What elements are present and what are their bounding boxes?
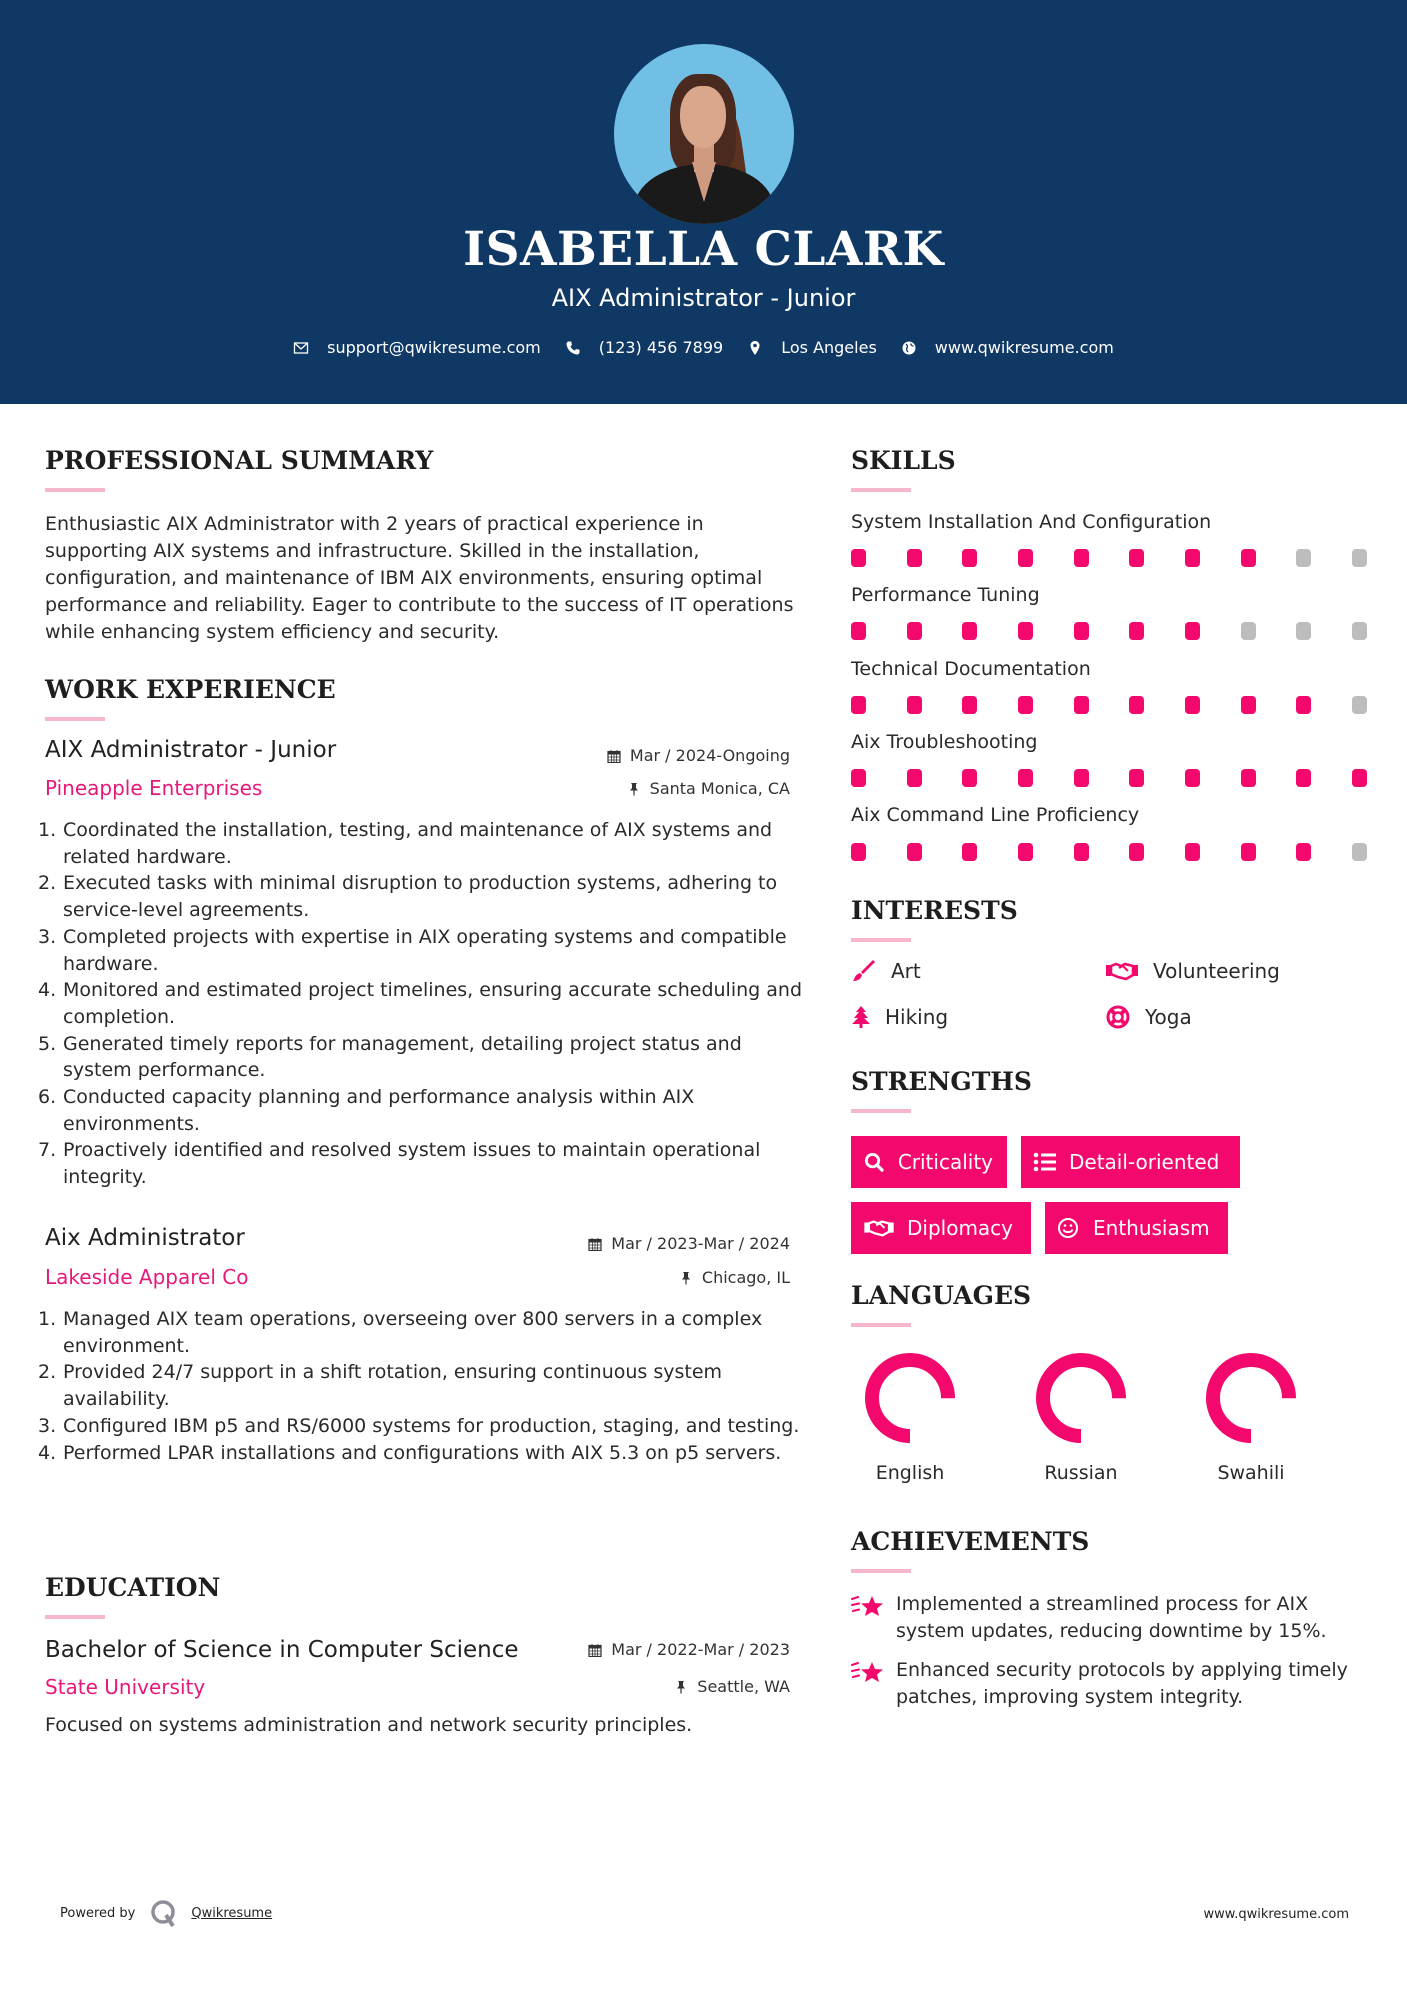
skill-label: Aix Command Line Proficiency xyxy=(851,804,1140,826)
achievement-item xyxy=(851,1657,1371,1710)
job-duties-list xyxy=(38,1306,805,1466)
rating-dot-empty xyxy=(1352,549,1367,567)
rating-dot-filled xyxy=(1241,843,1256,861)
summary-text: Enthusiastic AIX Administrator with 2 years of practical experience in supporting AIX systems and infrastructure. Skilled in the installation, configuration, and maintenance of IBM AIX environments, ensuring optimal performance and reliability. Eager to contribute to the success of IT operations while enhancing system efficiency and security. xyxy=(45,513,794,643)
duty-item: 1. Managed AIX team operations, overseeing over 800 servers in a complex environment. xyxy=(38,1308,763,1357)
interests-heading: INTERESTS xyxy=(851,896,1018,925)
rating-dot-empty xyxy=(1296,549,1311,567)
skill-rating xyxy=(851,696,1367,714)
pushpin-icon xyxy=(674,1680,688,1694)
achievement-text: Enhanced security protocols by applying timely patches, improving system integrity. xyxy=(896,1659,1348,1708)
website-text: www.qwikresume.com xyxy=(934,338,1114,357)
profile-photo xyxy=(614,44,794,224)
candidate-name: ISABELLA CLARK xyxy=(463,222,944,277)
languages-heading: LANGUAGES xyxy=(851,1281,1032,1310)
education-dates xyxy=(588,1640,790,1659)
language-item xyxy=(1031,1352,1131,1484)
rating-dot-filled xyxy=(1129,622,1144,640)
interest-label: Yoga xyxy=(1145,1005,1192,1029)
strength-criticality xyxy=(851,1136,1007,1188)
map-pin-icon xyxy=(747,340,763,356)
calendar-icon xyxy=(588,1643,602,1657)
skill-label: Aix Troubleshooting xyxy=(851,731,1038,753)
duty-item: 1. Coordinated the installation, testing, and maintenance of AIX systems and related hardware. xyxy=(38,819,773,868)
skill-rating xyxy=(851,622,1367,640)
contact-location xyxy=(747,338,877,357)
rating-dot-filled xyxy=(962,549,977,567)
email-text: support@qwikresume.com xyxy=(327,338,541,357)
resume-header xyxy=(0,0,1407,404)
education-location-text: Seattle, WA xyxy=(697,1677,790,1696)
skill-label: Performance Tuning xyxy=(851,584,1040,606)
strengths-heading: STRENGTHS xyxy=(851,1067,1032,1096)
skill-label: System Installation And Configuration xyxy=(851,511,1212,533)
skill-label: Technical Documentation xyxy=(851,658,1091,680)
candidate-title: AIX Administrator - Junior xyxy=(551,284,856,312)
language-name: Swahili xyxy=(1217,1462,1285,1484)
handshake-icon xyxy=(1105,959,1139,983)
job-location-text: Santa Monica, CA xyxy=(649,779,790,798)
language-progress-ring xyxy=(1035,1352,1127,1444)
achievements-heading: ACHIEVEMENTS xyxy=(851,1527,1090,1556)
list-icon xyxy=(1033,1151,1057,1173)
rating-dot-filled xyxy=(851,549,866,567)
footer-powered-by xyxy=(60,1898,272,1928)
rating-dot-filled xyxy=(1129,549,1144,567)
rating-dot-filled xyxy=(1185,769,1200,787)
rating-dot-filled xyxy=(1018,622,1033,640)
skill-rating xyxy=(851,549,1367,567)
rating-dot-filled xyxy=(1129,769,1144,787)
rating-dot-empty xyxy=(1352,843,1367,861)
rating-dot-filled xyxy=(1185,622,1200,640)
language-name: Russian xyxy=(1044,1462,1118,1484)
interests-underline xyxy=(851,938,911,942)
achievements-underline xyxy=(851,1569,911,1573)
job-title: AIX Administrator - Junior xyxy=(45,737,337,763)
skill-rating xyxy=(851,769,1367,787)
duty-item: 3. Configured IBM p5 and RS/6000 systems for production, staging, and testing. xyxy=(38,1414,800,1437)
rating-dot-filled xyxy=(1074,622,1089,640)
phone-icon xyxy=(565,340,581,356)
education-heading: EDUCATION xyxy=(45,1573,221,1602)
job-duties-list xyxy=(38,817,805,1191)
interest-hiking xyxy=(851,1005,948,1029)
rating-dot-filled xyxy=(962,843,977,861)
summary-heading: PROFESSIONAL SUMMARY xyxy=(45,446,434,475)
contact-website[interactable] xyxy=(901,338,1114,357)
languages-underline xyxy=(851,1323,911,1327)
skills-underline xyxy=(851,488,911,492)
rating-dot-filled xyxy=(1074,696,1089,714)
rating-dot-filled xyxy=(907,843,922,861)
pushpin-icon xyxy=(679,1271,693,1285)
duty-item: 2. Executed tasks with minimal disruption to production systems, adhering to service-level agreements. xyxy=(38,872,778,922)
rating-dot-filled xyxy=(1241,549,1256,567)
footer-website[interactable]: www.qwikresume.com xyxy=(1203,1907,1349,1922)
duty-item: 4. Monitored and estimated project timelines, ensuring accurate scheduling and completion. xyxy=(38,979,803,1028)
interest-volunteering xyxy=(1105,959,1280,983)
search-icon xyxy=(863,1151,886,1173)
education-underline xyxy=(45,1615,105,1619)
school-name: State University xyxy=(45,1675,206,1699)
handshake-icon xyxy=(863,1217,895,1239)
interest-yoga xyxy=(1105,1005,1192,1029)
strength-label: Criticality xyxy=(897,1150,993,1174)
rating-dot-filled xyxy=(1129,843,1144,861)
language-item xyxy=(1201,1352,1301,1484)
job-location-text: Chicago, IL xyxy=(701,1268,790,1287)
skill-rating xyxy=(851,843,1367,861)
skills-heading: SKILLS xyxy=(851,446,956,475)
rating-dot-filled xyxy=(1018,549,1033,567)
education-location xyxy=(674,1677,790,1696)
language-progress-ring xyxy=(864,1352,956,1444)
rating-dot-empty xyxy=(1352,696,1367,714)
rating-dot-filled xyxy=(1018,769,1033,787)
powered-by-text: Powered by xyxy=(60,1905,136,1921)
company-name: Lakeside Apparel Co xyxy=(45,1265,249,1289)
rating-dot-filled xyxy=(1074,769,1089,787)
job-dates xyxy=(607,746,790,765)
qwikresume-logo-icon xyxy=(149,1898,179,1928)
rating-dot-filled xyxy=(1129,696,1144,714)
location-text: Los Angeles xyxy=(781,338,877,357)
interest-art xyxy=(851,959,921,983)
job-title: Aix Administrator xyxy=(45,1225,245,1251)
life-ring-icon xyxy=(1105,1005,1131,1029)
rating-dot-filled xyxy=(1296,843,1311,861)
interest-label: Hiking xyxy=(885,1005,949,1029)
rating-dot-filled xyxy=(1352,769,1367,787)
strength-label: Enthusiasm xyxy=(1093,1216,1210,1240)
rating-dot-filled xyxy=(962,696,977,714)
rating-dot-filled xyxy=(1296,769,1311,787)
contact-email[interactable] xyxy=(293,338,541,357)
contact-phone[interactable] xyxy=(565,338,723,357)
duty-item: 7. Proactively identified and resolved system issues to maintain operational integrity. xyxy=(38,1139,761,1189)
rating-dot-filled xyxy=(1018,696,1033,714)
rating-dot-filled xyxy=(851,769,866,787)
rating-dot-filled xyxy=(1074,549,1089,567)
strength-label: Diplomacy xyxy=(907,1216,1014,1240)
rating-dot-empty xyxy=(1352,622,1367,640)
rating-dot-filled xyxy=(1185,696,1200,714)
rating-dot-filled xyxy=(1185,549,1200,567)
rating-dot-filled xyxy=(1241,696,1256,714)
shooting-star-icon xyxy=(851,1659,885,1687)
company-name: Pineapple Enterprises xyxy=(45,776,263,800)
rating-dot-filled xyxy=(1185,843,1200,861)
duty-item: 2. Provided 24/7 support in a shift rotation, ensuring continuous system availability. xyxy=(38,1361,723,1411)
shooting-star-icon xyxy=(851,1593,885,1621)
rating-dot-filled xyxy=(962,769,977,787)
job-dates-text: Mar / 2023-Mar / 2024 xyxy=(611,1234,790,1253)
strengths-underline xyxy=(851,1109,911,1113)
rating-dot-filled xyxy=(907,549,922,567)
job-location xyxy=(627,779,790,798)
duty-item: 3. Completed projects with expertise in AIX operating systems and compatible hardware. xyxy=(38,925,787,975)
language-name: English xyxy=(875,1462,945,1484)
calendar-icon xyxy=(588,1237,602,1251)
achievement-text: Implemented a streamlined process for AIX system updates, reducing downtime by 15%. xyxy=(896,1593,1327,1642)
achievement-item xyxy=(851,1591,1371,1644)
rating-dot-filled xyxy=(907,769,922,787)
education-description: Focused on systems administration and network security principles. xyxy=(45,1714,693,1736)
envelope-icon xyxy=(293,340,309,356)
degree-title: Bachelor of Science in Computer Science xyxy=(45,1637,519,1663)
experience-underline xyxy=(45,717,105,721)
qwikresume-link[interactable]: Qwikresume xyxy=(191,1905,273,1921)
education-dates-text: Mar / 2022-Mar / 2023 xyxy=(611,1640,790,1659)
strength-diplomacy xyxy=(851,1202,1031,1254)
rating-dot-filled xyxy=(907,622,922,640)
rating-dot-filled xyxy=(1241,769,1256,787)
rating-dot-filled xyxy=(1018,843,1033,861)
smile-icon xyxy=(1057,1217,1081,1239)
strength-label: Detail-oriented xyxy=(1069,1150,1220,1174)
interest-label: Volunteering xyxy=(1153,959,1280,983)
rating-dot-filled xyxy=(1296,696,1311,714)
calendar-icon xyxy=(607,749,621,763)
rating-dot-filled xyxy=(851,843,866,861)
rating-dot-empty xyxy=(1241,622,1256,640)
paintbrush-icon xyxy=(851,959,877,983)
rating-dot-filled xyxy=(907,696,922,714)
summary-underline xyxy=(45,488,105,492)
strength-detail-oriented xyxy=(1021,1136,1240,1188)
globe-icon xyxy=(901,340,917,356)
contact-row xyxy=(0,338,1407,357)
phone-text: (123) 456 7899 xyxy=(598,338,724,357)
experience-heading: WORK EXPERIENCE xyxy=(45,675,336,704)
language-item xyxy=(860,1352,960,1484)
rating-dot-filled xyxy=(962,622,977,640)
duty-item: 6. Conducted capacity planning and performance analysis within AIX environments. xyxy=(38,1086,695,1135)
duty-item: 4. Performed LPAR installations and configurations with AIX 5.3 on p5 servers. xyxy=(38,1441,782,1464)
interest-label: Art xyxy=(891,959,921,983)
job-location xyxy=(679,1268,790,1287)
language-progress-ring xyxy=(1205,1352,1297,1444)
pushpin-icon xyxy=(627,782,641,796)
rating-dot-filled xyxy=(1074,843,1089,861)
rating-dot-filled xyxy=(851,696,866,714)
strength-enthusiasm xyxy=(1045,1202,1228,1254)
duty-item: 5. Generated timely reports for management, detailing project status and system performance. xyxy=(38,1032,742,1082)
job-dates xyxy=(588,1234,790,1253)
rating-dot-filled xyxy=(851,622,866,640)
tree-icon xyxy=(851,1005,871,1029)
rating-dot-empty xyxy=(1296,622,1311,640)
job-dates-text: Mar / 2024-Ongoing xyxy=(629,746,790,765)
